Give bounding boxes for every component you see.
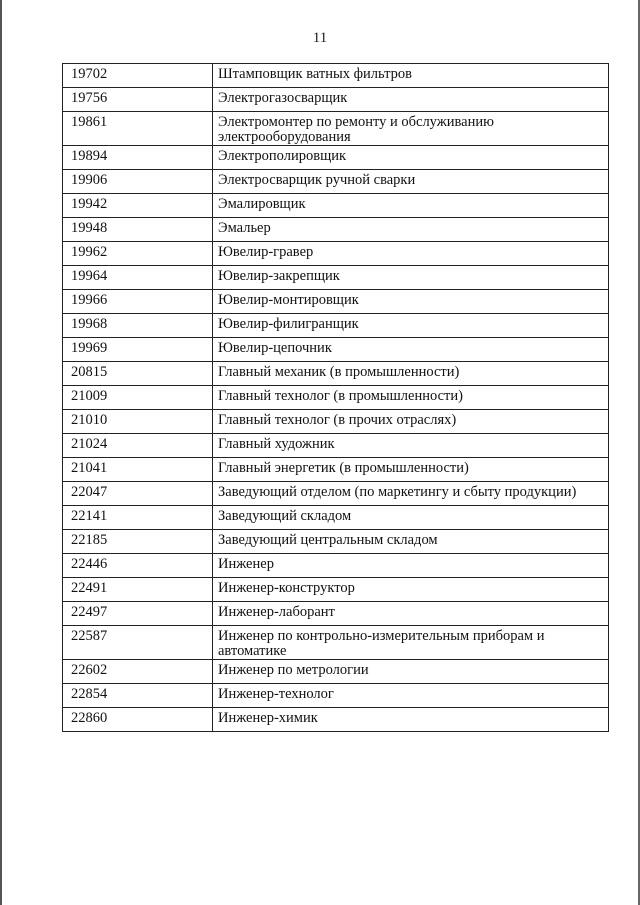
title-cell: Ювелир-монтировщик bbox=[213, 290, 609, 314]
title-cell: Электрополировщик bbox=[213, 146, 609, 170]
table-row bbox=[63, 530, 609, 554]
title-cell: Инженер по метрологии bbox=[213, 660, 609, 684]
code-cell: 19702 bbox=[63, 64, 213, 88]
code-cell: 19968 bbox=[63, 314, 213, 338]
table-row bbox=[63, 314, 609, 338]
code-cell: 21041 bbox=[63, 458, 213, 482]
code-cell: 20815 bbox=[63, 362, 213, 386]
code-cell: 19966 bbox=[63, 290, 213, 314]
title-cell: Заведующий центральным складом bbox=[213, 530, 609, 554]
scan-edge-left bbox=[0, 0, 2, 905]
title-cell: Ювелир-цепочник bbox=[213, 338, 609, 362]
title-cell: Инженер по контрольно-измерительным приборам и автоматике bbox=[213, 626, 609, 660]
title-cell: Инженер bbox=[213, 554, 609, 578]
code-cell: 22602 bbox=[63, 660, 213, 684]
table-row bbox=[63, 506, 609, 530]
table-row bbox=[63, 410, 609, 434]
code-cell: 22491 bbox=[63, 578, 213, 602]
title-cell: Инженер-лаборант bbox=[213, 602, 609, 626]
table-row bbox=[63, 338, 609, 362]
table-row bbox=[63, 112, 609, 146]
code-cell: 19756 bbox=[63, 88, 213, 112]
title-cell: Эмальер bbox=[213, 218, 609, 242]
code-cell: 22446 bbox=[63, 554, 213, 578]
table-row bbox=[63, 362, 609, 386]
code-cell: 22047 bbox=[63, 482, 213, 506]
title-cell: Заведующий отделом (по маркетингу и сбыту продукции) bbox=[213, 482, 609, 506]
table-row bbox=[63, 146, 609, 170]
title-cell: Главный технолог (в промышленности) bbox=[213, 386, 609, 410]
profession-table bbox=[62, 63, 609, 732]
title-cell: Эмалировщик bbox=[213, 194, 609, 218]
table-row bbox=[63, 458, 609, 482]
table-row bbox=[63, 578, 609, 602]
code-cell: 19861 bbox=[63, 112, 213, 146]
title-cell: Инженер-химик bbox=[213, 708, 609, 732]
table-row bbox=[63, 218, 609, 242]
table-row bbox=[63, 660, 609, 684]
table-row bbox=[63, 554, 609, 578]
title-cell: Главный механик (в промышленности) bbox=[213, 362, 609, 386]
code-cell: 21010 bbox=[63, 410, 213, 434]
table-row bbox=[63, 194, 609, 218]
code-cell: 22497 bbox=[63, 602, 213, 626]
table-row bbox=[63, 88, 609, 112]
code-cell: 19962 bbox=[63, 242, 213, 266]
code-cell: 22587 bbox=[63, 626, 213, 660]
table-row bbox=[63, 266, 609, 290]
code-cell: 21024 bbox=[63, 434, 213, 458]
title-cell: Ювелир-закрепщик bbox=[213, 266, 609, 290]
code-cell: 22854 bbox=[63, 684, 213, 708]
table-row bbox=[63, 386, 609, 410]
title-cell: Электромонтер по ремонту и обслуживанию электрооборудования bbox=[213, 112, 609, 146]
title-cell: Главный энергетик (в промышленности) bbox=[213, 458, 609, 482]
code-cell: 19948 bbox=[63, 218, 213, 242]
table-row bbox=[63, 242, 609, 266]
code-cell: 19969 bbox=[63, 338, 213, 362]
title-cell: Электрогазосварщик bbox=[213, 88, 609, 112]
table-row bbox=[63, 602, 609, 626]
table-row bbox=[63, 626, 609, 660]
code-cell: 22860 bbox=[63, 708, 213, 732]
title-cell: Главный художник bbox=[213, 434, 609, 458]
table-row bbox=[63, 170, 609, 194]
table-row bbox=[63, 290, 609, 314]
title-cell: Заведующий складом bbox=[213, 506, 609, 530]
page-number: 11 bbox=[312, 30, 328, 46]
code-cell: 22185 bbox=[63, 530, 213, 554]
table-row bbox=[63, 64, 609, 88]
code-cell: 19906 bbox=[63, 170, 213, 194]
code-cell: 22141 bbox=[63, 506, 213, 530]
code-cell: 21009 bbox=[63, 386, 213, 410]
table-row bbox=[63, 482, 609, 506]
title-cell: Штамповщик ватных фильтров bbox=[213, 64, 609, 88]
code-cell: 19964 bbox=[63, 266, 213, 290]
title-cell: Ювелир-гравер bbox=[213, 242, 609, 266]
title-cell: Ювелир-филигранщик bbox=[213, 314, 609, 338]
code-cell: 19942 bbox=[63, 194, 213, 218]
table-row bbox=[63, 708, 609, 732]
title-cell: Инженер-конструктор bbox=[213, 578, 609, 602]
title-cell: Инженер-технолог bbox=[213, 684, 609, 708]
code-cell: 19894 bbox=[63, 146, 213, 170]
table-row bbox=[63, 684, 609, 708]
table-row bbox=[63, 434, 609, 458]
title-cell: Электросварщик ручной сварки bbox=[213, 170, 609, 194]
title-cell: Главный технолог (в прочих отраслях) bbox=[213, 410, 609, 434]
